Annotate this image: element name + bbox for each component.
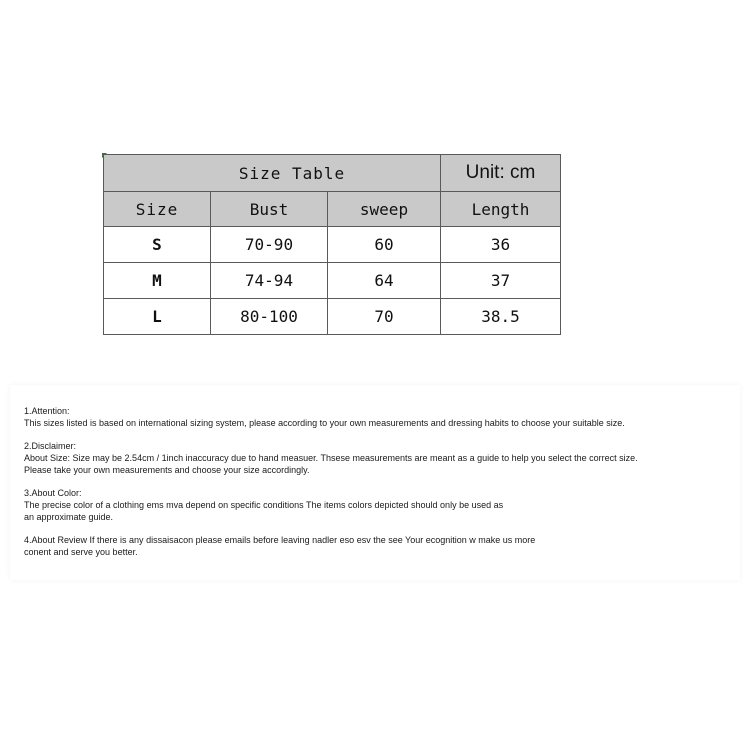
note-line: The precise color of a clothing ems mva depend on specific conditions The items colors depicted should only be used as xyxy=(24,500,504,510)
size-table xyxy=(103,154,561,335)
note-line: About Size: Size may be 2.54cm / 1inch inaccuracy due to hand measuer. Thsese measurements are meant as a guide to help you select the correct size. xyxy=(24,453,638,463)
table-row xyxy=(104,263,561,299)
size-cell: M xyxy=(104,263,211,299)
table-title-row xyxy=(104,155,561,192)
header-sweep: sweep xyxy=(328,192,441,227)
table-row xyxy=(104,227,561,263)
bust-cell: 74-94 xyxy=(211,263,328,299)
note-line: This sizes listed is based on international sizing system, please according to your own measurements and dressing habits to choose your suitable size. xyxy=(24,418,625,428)
length-cell: 38.5 xyxy=(441,299,561,335)
size-cell: L xyxy=(104,299,211,335)
note-heading: 3.About Color: xyxy=(24,488,82,498)
header-size: Size xyxy=(104,192,211,227)
length-cell: 36 xyxy=(441,227,561,263)
header-length: Length xyxy=(441,192,561,227)
table-header-row xyxy=(104,192,561,227)
note-line: Please take your own measurements and choose your size accordingly. xyxy=(24,465,310,475)
note-color xyxy=(24,487,744,523)
table-unit: Unit: cm xyxy=(441,155,561,192)
note-heading: 2.Disclaimer: xyxy=(24,441,77,451)
length-cell: 37 xyxy=(441,263,561,299)
note-heading: 1.Attention: xyxy=(24,406,70,416)
sweep-cell: 60 xyxy=(328,227,441,263)
note-line: 4.About Review If there is any dissaisacon please emails before leaving nadler eso esv the see Your ecognition w make us more xyxy=(24,535,536,545)
size-cell: S xyxy=(104,227,211,263)
sweep-cell: 64 xyxy=(328,263,441,299)
notes-section xyxy=(24,405,744,569)
bust-cell: 80-100 xyxy=(211,299,328,335)
sweep-cell: 70 xyxy=(328,299,441,335)
bust-cell: 70-90 xyxy=(211,227,328,263)
table-title: Size Table xyxy=(104,155,441,192)
note-line: an approximate guide. xyxy=(24,512,114,522)
note-disclaimer xyxy=(24,440,744,476)
header-bust: Bust xyxy=(211,192,328,227)
note-attention xyxy=(24,405,744,429)
note-line: conent and serve you better. xyxy=(24,547,138,557)
table-row xyxy=(104,299,561,335)
note-review xyxy=(24,534,744,558)
